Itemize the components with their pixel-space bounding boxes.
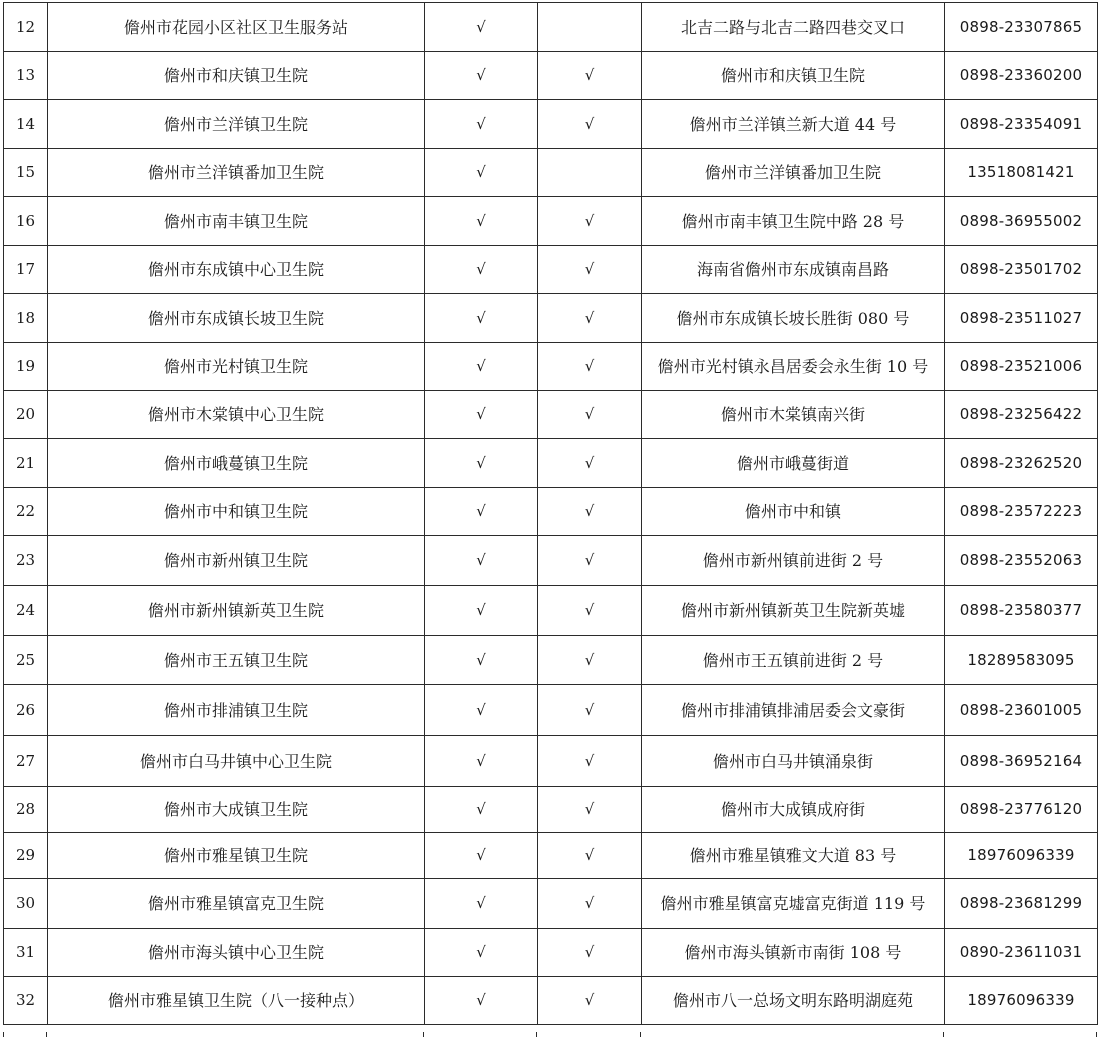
- table-continuation-line: [640, 1032, 641, 1037]
- table-row: [4, 294, 1098, 343]
- table-row: [4, 149, 1098, 197]
- table-row: [4, 391, 1098, 439]
- row-number: 21: [4, 439, 48, 488]
- check-mark-col-b: √: [538, 391, 642, 439]
- row-number: 26: [4, 685, 48, 736]
- check-mark-col-b: √: [538, 343, 642, 391]
- check-mark-col-b: √: [538, 787, 642, 833]
- address: 儋州市八一总场文明东路明湖庭苑: [642, 977, 945, 1025]
- row-number: 12: [4, 3, 48, 52]
- check-mark-col-a: √: [425, 149, 538, 197]
- table-continuation-line: [943, 1032, 944, 1037]
- table-row: [4, 586, 1098, 636]
- check-mark-col-a: √: [425, 636, 538, 685]
- check-mark-col-a: √: [425, 246, 538, 294]
- table-row: [4, 787, 1098, 833]
- check-mark-col-b: √: [538, 52, 642, 100]
- row-number: 19: [4, 343, 48, 391]
- address: 北吉二路与北吉二路四巷交叉口: [642, 3, 945, 52]
- row-number: 14: [4, 100, 48, 149]
- table-row: [4, 833, 1098, 879]
- address: 儋州市大成镇成府街: [642, 787, 945, 833]
- row-number: 16: [4, 197, 48, 246]
- table-row: [4, 100, 1098, 149]
- check-mark-col-a: √: [425, 586, 538, 636]
- address: 儋州市新州镇新英卫生院新英墟: [642, 586, 945, 636]
- check-mark-col-b: √: [538, 833, 642, 879]
- phone-number: 0898-36952164: [945, 736, 1098, 787]
- institution-name: 儋州市花园小区社区卫生服务站: [48, 3, 425, 52]
- address: 儋州市排浦镇排浦居委会文豪街: [642, 685, 945, 736]
- table-row: [4, 536, 1098, 586]
- check-mark-col-a: √: [425, 391, 538, 439]
- check-mark-col-b: √: [538, 197, 642, 246]
- check-mark-col-a: √: [425, 879, 538, 929]
- phone-number: 13518081421: [945, 149, 1098, 197]
- row-number: 29: [4, 833, 48, 879]
- address: 儋州市雅星镇雅文大道 83 号: [642, 833, 945, 879]
- clinic-table-body: [4, 3, 1098, 1025]
- institution-name: 儋州市木棠镇中心卫生院: [48, 391, 425, 439]
- address: 海南省儋州市东成镇南昌路: [642, 246, 945, 294]
- institution-name: 儋州市光村镇卫生院: [48, 343, 425, 391]
- address: 儋州市南丰镇卫生院中路 28 号: [642, 197, 945, 246]
- row-number: 25: [4, 636, 48, 685]
- table-row: [4, 977, 1098, 1025]
- phone-number: 0898-23552063: [945, 536, 1098, 586]
- table-row: [4, 636, 1098, 685]
- institution-name: 儋州市和庆镇卫生院: [48, 52, 425, 100]
- table-row: [4, 685, 1098, 736]
- address: 儋州市东成镇长坡长胜街 080 号: [642, 294, 945, 343]
- check-mark-col-b: √: [538, 977, 642, 1025]
- check-mark-col-b: √: [538, 636, 642, 685]
- row-number: 24: [4, 586, 48, 636]
- phone-number: 0898-23681299: [945, 879, 1098, 929]
- row-number: 23: [4, 536, 48, 586]
- institution-name: 儋州市中和镇卫生院: [48, 488, 425, 536]
- address: 儋州市木棠镇南兴街: [642, 391, 945, 439]
- institution-name: 儋州市雅星镇富克卫生院: [48, 879, 425, 929]
- check-mark-col-b: [538, 149, 642, 197]
- check-mark-col-b: [538, 3, 642, 52]
- check-mark-col-a: √: [425, 536, 538, 586]
- table-continuation-line: [46, 1032, 47, 1037]
- row-number: 20: [4, 391, 48, 439]
- row-number: 31: [4, 929, 48, 977]
- table-row: [4, 3, 1098, 52]
- phone-number: 0898-36955002: [945, 197, 1098, 246]
- phone-number: 0898-23511027: [945, 294, 1098, 343]
- phone-number: 0898-23307865: [945, 3, 1098, 52]
- institution-name: 儋州市兰洋镇卫生院: [48, 100, 425, 149]
- row-number: 27: [4, 736, 48, 787]
- phone-number: 0898-23360200: [945, 52, 1098, 100]
- check-mark-col-b: √: [538, 536, 642, 586]
- phone-number: 0898-23262520: [945, 439, 1098, 488]
- check-mark-col-b: √: [538, 100, 642, 149]
- check-mark-col-a: √: [425, 736, 538, 787]
- row-number: 28: [4, 787, 48, 833]
- institution-name: 儋州市白马井镇中心卫生院: [48, 736, 425, 787]
- phone-number: 0898-23776120: [945, 787, 1098, 833]
- row-number: 30: [4, 879, 48, 929]
- institution-name: 儋州市雅星镇卫生院: [48, 833, 425, 879]
- institution-name: 儋州市雅星镇卫生院（八一接种点）: [48, 977, 425, 1025]
- table-row: [4, 439, 1098, 488]
- address: 儋州市白马井镇涌泉街: [642, 736, 945, 787]
- row-number: 17: [4, 246, 48, 294]
- institution-name: 儋州市海头镇中心卫生院: [48, 929, 425, 977]
- address: 儋州市海头镇新市南街 108 号: [642, 929, 945, 977]
- table-row: [4, 52, 1098, 100]
- check-mark-col-a: √: [425, 488, 538, 536]
- check-mark-col-a: √: [425, 685, 538, 736]
- check-mark-col-a: √: [425, 294, 538, 343]
- address: 儋州市兰洋镇番加卫生院: [642, 149, 945, 197]
- address: 儋州市新州镇前进街 2 号: [642, 536, 945, 586]
- row-number: 13: [4, 52, 48, 100]
- check-mark-col-a: √: [425, 52, 538, 100]
- check-mark-col-b: √: [538, 879, 642, 929]
- institution-name: 儋州市新州镇新英卫生院: [48, 586, 425, 636]
- institution-name: 儋州市王五镇卫生院: [48, 636, 425, 685]
- table-continuation-line: [536, 1032, 537, 1037]
- check-mark-col-a: √: [425, 833, 538, 879]
- table-row: [4, 246, 1098, 294]
- check-mark-col-a: √: [425, 343, 538, 391]
- table-continuation-line: [423, 1032, 424, 1037]
- phone-number: 0898-23601005: [945, 685, 1098, 736]
- phone-number: 18289583095: [945, 636, 1098, 685]
- check-mark-col-a: √: [425, 197, 538, 246]
- check-mark-col-b: √: [538, 586, 642, 636]
- row-number: 32: [4, 977, 48, 1025]
- institution-name: 儋州市新州镇卫生院: [48, 536, 425, 586]
- row-number: 22: [4, 488, 48, 536]
- address: 儋州市峨蔓街道: [642, 439, 945, 488]
- institution-name: 儋州市大成镇卫生院: [48, 787, 425, 833]
- table-row: [4, 488, 1098, 536]
- check-mark-col-a: √: [425, 100, 538, 149]
- check-mark-col-a: √: [425, 3, 538, 52]
- clinic-table: [3, 2, 1098, 1025]
- check-mark-col-b: √: [538, 246, 642, 294]
- check-mark-col-a: √: [425, 977, 538, 1025]
- check-mark-col-a: √: [425, 929, 538, 977]
- table-row: [4, 343, 1098, 391]
- check-mark-col-b: √: [538, 488, 642, 536]
- phone-number: 0898-23572223: [945, 488, 1098, 536]
- address: 儋州市王五镇前进街 2 号: [642, 636, 945, 685]
- institution-name: 儋州市东成镇长坡卫生院: [48, 294, 425, 343]
- address: 儋州市中和镇: [642, 488, 945, 536]
- phone-number: 0898-23256422: [945, 391, 1098, 439]
- phone-number: 0898-23521006: [945, 343, 1098, 391]
- table-continuation-line: [3, 1032, 4, 1037]
- row-number: 15: [4, 149, 48, 197]
- check-mark-col-b: √: [538, 929, 642, 977]
- table-row: [4, 197, 1098, 246]
- phone-number: 0890-23611031: [945, 929, 1098, 977]
- phone-number: 0898-23354091: [945, 100, 1098, 149]
- table-row: [4, 736, 1098, 787]
- institution-name: 儋州市东成镇中心卫生院: [48, 246, 425, 294]
- address: 儋州市兰洋镇兰新大道 44 号: [642, 100, 945, 149]
- table-continuation-line: [1096, 1032, 1097, 1037]
- table-row: [4, 929, 1098, 977]
- table-row: [4, 879, 1098, 929]
- address: 儋州市雅星镇富克墟富克街道 119 号: [642, 879, 945, 929]
- phone-number: 18976096339: [945, 977, 1098, 1025]
- institution-name: 儋州市南丰镇卫生院: [48, 197, 425, 246]
- phone-number: 0898-23501702: [945, 246, 1098, 294]
- check-mark-col-a: √: [425, 787, 538, 833]
- institution-name: 儋州市兰洋镇番加卫生院: [48, 149, 425, 197]
- row-number: 18: [4, 294, 48, 343]
- phone-number: 0898-23580377: [945, 586, 1098, 636]
- address: 儋州市光村镇永昌居委会永生街 10 号: [642, 343, 945, 391]
- institution-name: 儋州市排浦镇卫生院: [48, 685, 425, 736]
- address: 儋州市和庆镇卫生院: [642, 52, 945, 100]
- institution-name: 儋州市峨蔓镇卫生院: [48, 439, 425, 488]
- phone-number: 18976096339: [945, 833, 1098, 879]
- check-mark-col-b: √: [538, 736, 642, 787]
- check-mark-col-b: √: [538, 439, 642, 488]
- check-mark-col-a: √: [425, 439, 538, 488]
- check-mark-col-b: √: [538, 294, 642, 343]
- check-mark-col-b: √: [538, 685, 642, 736]
